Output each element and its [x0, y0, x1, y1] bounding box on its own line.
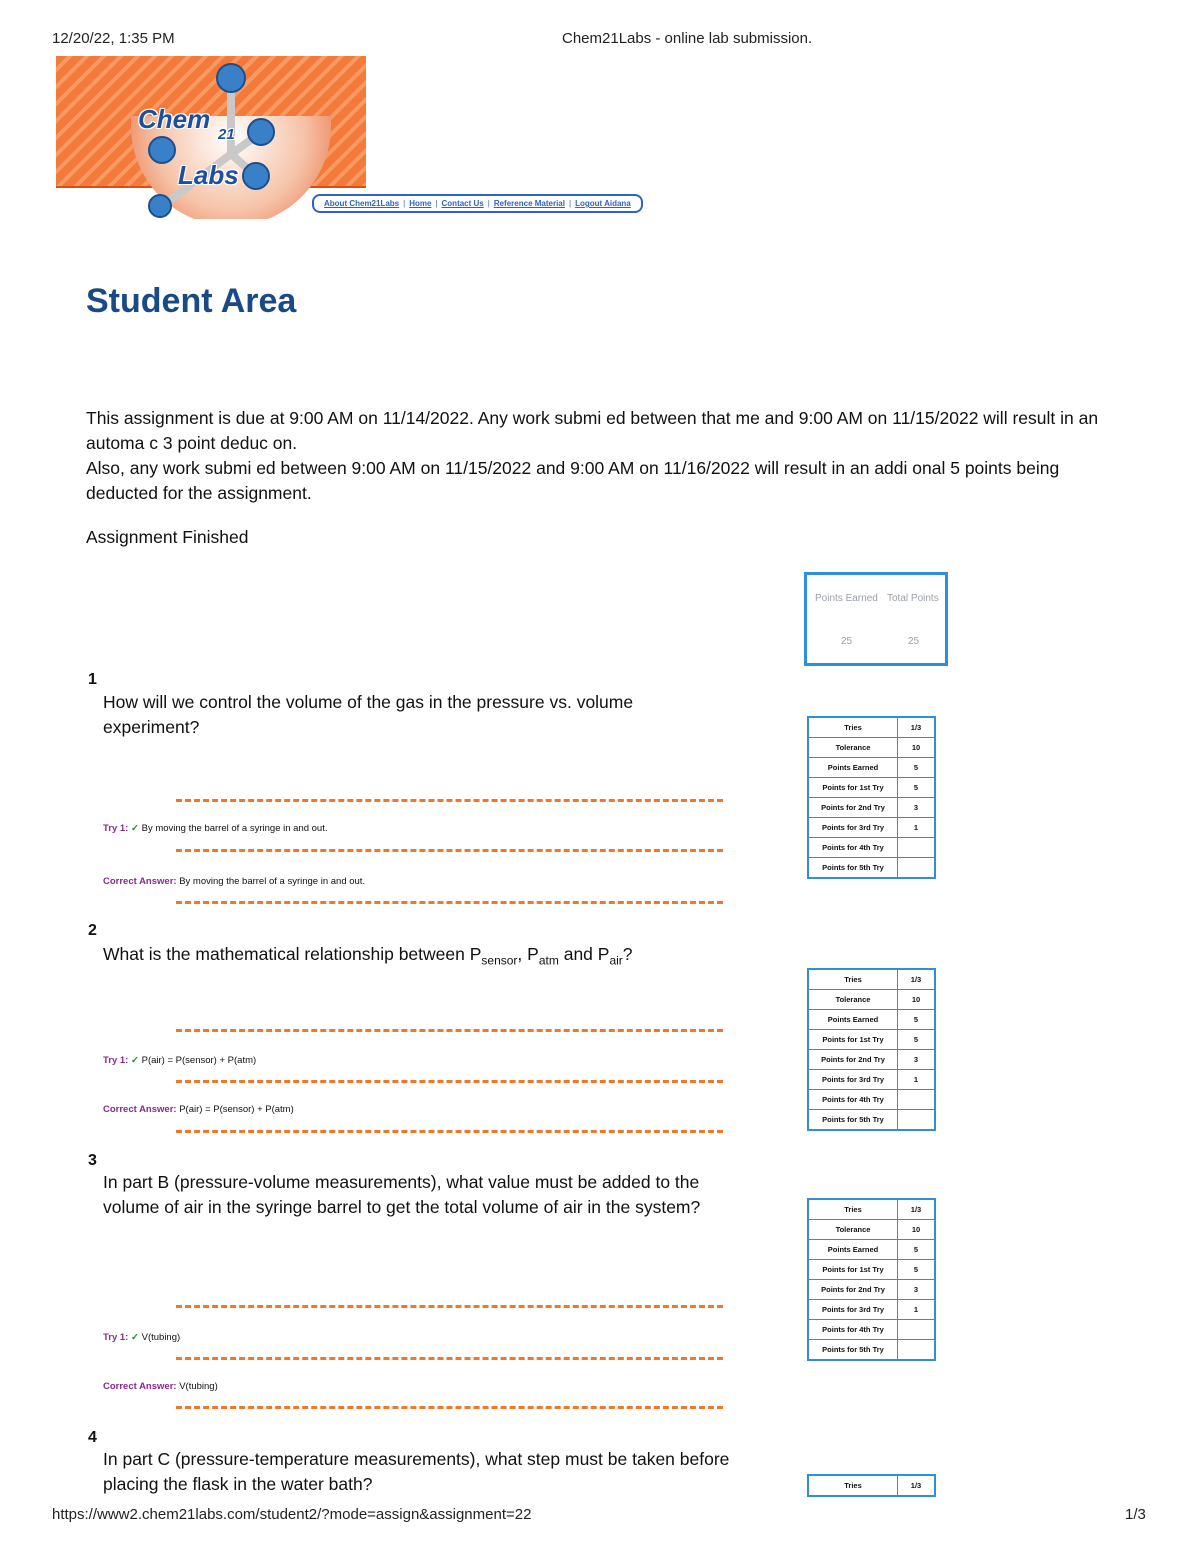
divider: [176, 849, 723, 852]
points-earned-value: 5: [898, 1240, 936, 1260]
points-earned-value: 5: [898, 758, 936, 778]
points-1st-value: 5: [898, 1260, 936, 1280]
points-2nd-value: 3: [898, 1280, 936, 1300]
subscript: air: [609, 953, 623, 968]
tries-table: [807, 716, 936, 879]
points-4th-label: Points for 4th Try: [808, 1320, 898, 1340]
divider: [176, 1080, 723, 1083]
tolerance-value: 10: [898, 1220, 936, 1240]
divider: [176, 1130, 723, 1133]
divider: [176, 1357, 723, 1360]
points-earned-value: 25: [841, 636, 853, 647]
print-datetime: 12/20/22, 1:35 PM: [52, 30, 175, 47]
tries-table: [807, 1198, 936, 1361]
print-page-number: 1/3: [1125, 1506, 1146, 1523]
points-5th-value: [898, 1110, 936, 1131]
points-1st-value: 5: [898, 1030, 936, 1050]
correct-label: Correct Answer:: [103, 1381, 177, 1392]
points-2nd-value: 3: [898, 1050, 936, 1070]
points-4th-value: [898, 1090, 936, 1110]
nav-contact[interactable]: Contact Us: [441, 199, 484, 208]
subscript: atm: [538, 953, 559, 968]
correct-label: Correct Answer:: [103, 1104, 177, 1115]
points-earned-label: Points Earned: [815, 593, 878, 604]
try-1-row: [103, 1055, 256, 1066]
tries-table: [807, 968, 936, 1131]
due-date-notice: [86, 406, 1126, 506]
correct-answer: P(air) = P(sensor) + P(atm): [179, 1104, 294, 1115]
checkmark-icon: ✓: [131, 1055, 139, 1066]
question-text: [103, 942, 753, 974]
points-1st-label: Points for 1st Try: [808, 1260, 898, 1280]
page-title: Student Area: [86, 282, 297, 320]
points-3rd-label: Points for 3rd Try: [808, 1300, 898, 1320]
points-1st-label: Points for 1st Try: [808, 1030, 898, 1050]
top-navigation: About Chem21Labs | Home | Contact Us | Reference Material | Logout Aidana: [312, 194, 643, 213]
tries-value: 1/3: [898, 969, 936, 990]
notice-line-2: Also, any work submi ed between 9:00 AM on 11/15/2022 and 9:00 AM on 11/16/2022 will result in an addi onal 5 points being deducted for the assignment.: [86, 458, 1060, 503]
points-5th-label: Points for 5th Try: [808, 1340, 898, 1361]
points-3rd-label: Points for 3rd Try: [808, 1070, 898, 1090]
points-3rd-value: 1: [898, 1300, 936, 1320]
correct-label: Correct Answer:: [103, 876, 177, 887]
nav-logout[interactable]: Logout Aidana: [575, 199, 631, 208]
question-number: 1: [88, 671, 97, 688]
tolerance-label: Tolerance: [808, 990, 898, 1010]
tries-table: [807, 1474, 936, 1497]
question-text-part: What is the mathematical relationship between P: [103, 944, 482, 964]
tolerance-value: 10: [898, 738, 936, 758]
points-earned-label: Points Earned: [808, 1240, 898, 1260]
question-text-part: ?: [622, 944, 633, 964]
points-2nd-value: 3: [898, 798, 936, 818]
question-text: In part C (pressure-temperature measurements), what step must be taken before placing the flask in the water bath?: [103, 1449, 730, 1494]
total-points-value: 25: [908, 636, 920, 647]
tolerance-value: 10: [898, 990, 936, 1010]
points-earned-label: Points Earned: [808, 758, 898, 778]
points-2nd-label: Points for 2nd Try: [808, 1280, 898, 1300]
try-answer: P(air) = P(sensor) + P(atm): [141, 1055, 257, 1066]
tries-label: Tries: [808, 969, 898, 990]
try-label: Try 1:: [103, 823, 129, 834]
question-text: How will we control the volume of the gas in the pressure vs. volume experiment?: [103, 692, 634, 737]
points-5th-label: Points for 5th Try: [808, 1110, 898, 1131]
divider: [176, 1406, 723, 1409]
nav-reference[interactable]: Reference Material: [493, 199, 565, 208]
points-5th-value: [898, 858, 936, 879]
tolerance-label: Tolerance: [808, 1220, 898, 1240]
tries-value: 1/3: [898, 717, 936, 738]
points-4th-value: [898, 838, 936, 858]
correct-answer-row: [103, 1104, 294, 1115]
assignment-status: Assignment Finished: [86, 527, 249, 547]
points-earned-label: Points Earned: [808, 1010, 898, 1030]
tolerance-label: Tolerance: [808, 738, 898, 758]
print-url: https://www2.chem21labs.com/student2/?mode=assign&assignment=22: [52, 1506, 532, 1523]
correct-answer-row: [103, 1381, 218, 1392]
try-answer: V(tubing): [141, 1332, 181, 1343]
logo-word-labs: Labs: [178, 160, 239, 190]
points-2nd-label: Points for 2nd Try: [808, 1050, 898, 1070]
points-4th-value: [898, 1320, 936, 1340]
try-1-row: [103, 1332, 180, 1343]
tries-value: 1/3: [898, 1475, 936, 1496]
points-3rd-label: Points for 3rd Try: [808, 818, 898, 838]
question-number: 2: [88, 922, 97, 939]
question-number: 4: [88, 1429, 97, 1446]
correct-answer-row: [103, 876, 365, 887]
notice-line-1: This assignment is due at 9:00 AM on 11/14/2022. Any work submi ed between that me and 9:00 AM on 11/15/2022 will result in an automa c 3 point deduc on.: [86, 408, 1099, 453]
points-3rd-value: 1: [898, 818, 936, 838]
question-number: 3: [88, 1152, 97, 1169]
try-label: Try 1:: [103, 1055, 129, 1066]
correct-answer: V(tubing): [179, 1381, 218, 1392]
tries-label: Tries: [808, 1199, 898, 1220]
points-1st-label: Points for 1st Try: [808, 778, 898, 798]
points-4th-label: Points for 4th Try: [808, 838, 898, 858]
checkmark-icon: ✓: [131, 823, 139, 834]
try-1-row: [103, 823, 328, 834]
tries-label: Tries: [808, 717, 898, 738]
checkmark-icon: ✓: [131, 1332, 139, 1343]
points-3rd-value: 1: [898, 1070, 936, 1090]
print-page-title: Chem21Labs - online lab submission.: [562, 30, 813, 47]
divider: [176, 1305, 723, 1308]
try-answer: By moving the barrel of a syringe in and out.: [141, 823, 328, 834]
points-5th-value: [898, 1340, 936, 1361]
nav-about[interactable]: About Chem21Labs: [324, 199, 400, 208]
nav-home[interactable]: Home: [409, 199, 432, 208]
total-points-label: Total Points: [887, 593, 939, 604]
subscript: sensor: [481, 953, 518, 968]
points-4th-label: Points for 4th Try: [808, 1090, 898, 1110]
logo-word-chem: Chem: [138, 104, 211, 134]
points-summary: [804, 572, 948, 666]
logo-number: 21: [218, 126, 235, 143]
divider: [176, 1029, 723, 1032]
divider: [176, 799, 723, 802]
try-label: Try 1:: [103, 1332, 129, 1343]
tries-value: 1/3: [898, 1199, 936, 1220]
points-5th-label: Points for 5th Try: [808, 858, 898, 879]
points-2nd-label: Points for 2nd Try: [808, 798, 898, 818]
question-text: In part B (pressure-volume measurements), what value must be added to the volume of air in the syringe barrel to get the total volume of air in the system?: [103, 1172, 701, 1217]
points-1st-value: 5: [898, 778, 936, 798]
question-text-part: and P: [558, 944, 610, 964]
question-text-part: , P: [517, 944, 539, 964]
divider: [176, 901, 723, 904]
tries-label: Tries: [808, 1475, 898, 1496]
points-earned-value: 5: [898, 1010, 936, 1030]
correct-answer: By moving the barrel of a syringe in and out.: [179, 876, 366, 887]
